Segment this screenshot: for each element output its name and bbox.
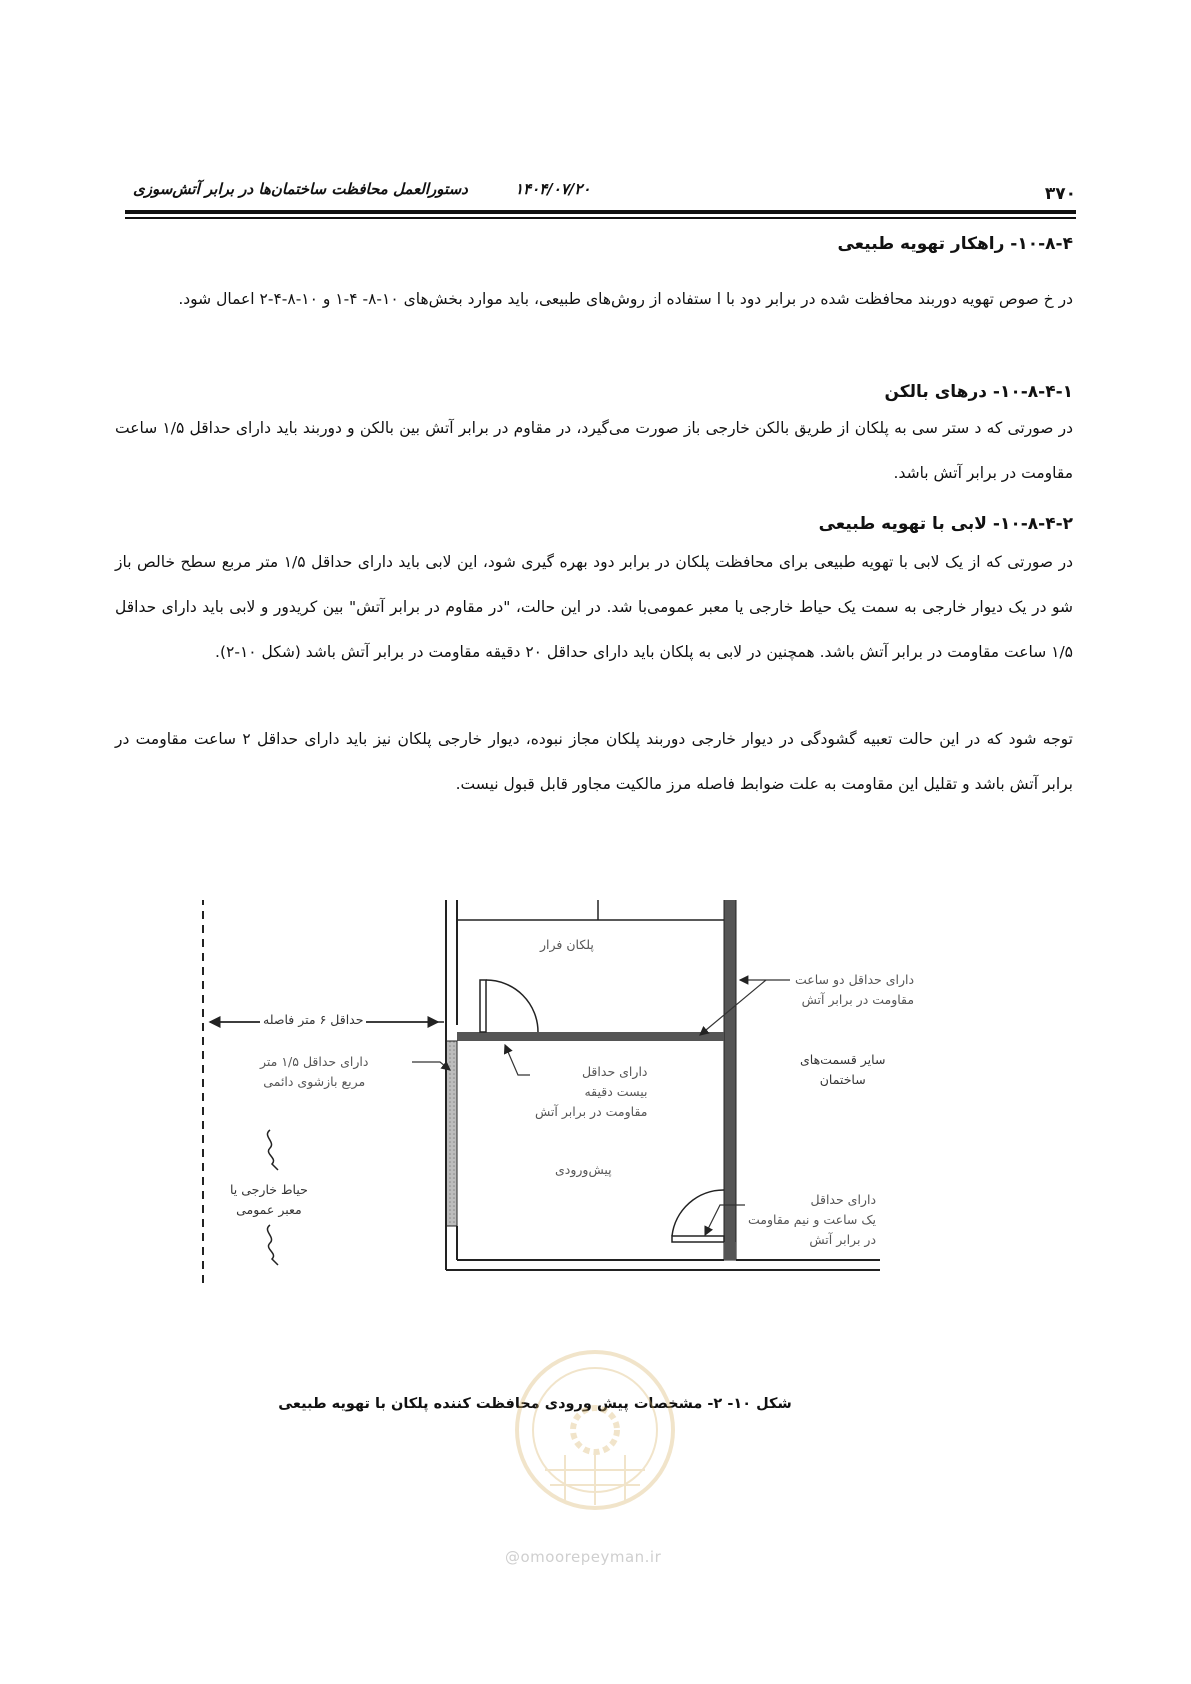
- section-body-lobby: در صورتی که از یک لابی با تهویه طبیعی برای محافظت پلکان در برابر دود بهره گیری شود، این لابی باید دارای حداقل ۱/۵ متر مربع سطح خالص باز شو در یک دیوار خارجی به سمت یک حیاط خارجی یا معبر عمومی‌با شد. در این حالت، "در مقاوم در برابر آتش" بین کریدور و لابی باید دارای حداقل ۱/۵ ساعت مقاومت در برابر آتش باشد. همچنین در لابی به پلکان باید دارای حداقل ۲۰ دقیقه مقاومت در برابر آتش باشد (شکل ۱۰-۲).: [115, 553, 1073, 661]
- watermark-url: @omoorepeyman.ir: [505, 1548, 662, 1566]
- leader-opening: [412, 1062, 450, 1070]
- yard-squiggle-top: [267, 1130, 278, 1170]
- figure-vestibule-plan: [200, 900, 1080, 1360]
- header-title: دستورالعمل محافظت ساختمان‌ها در برابر آتش‌سوزی: [133, 180, 468, 198]
- label-escape-stair: پلکان فرار: [540, 937, 594, 952]
- running-header: [125, 180, 1076, 206]
- leader-twenty-min: [505, 1045, 530, 1075]
- section-heading-natural-ventilation: ۱۰-۸-۴- راهکار تهویه طبیعی: [837, 234, 1073, 254]
- yard-squiggle-bottom: [267, 1225, 278, 1265]
- label-vestibule: پیش‌ورودی: [555, 1162, 612, 1177]
- section-body-balcony-doors: در صورتی که د ستر سی به پلکان از طریق بالکن خارجی باز صورت می‌گیرد، در مقاوم در برابر آتش بین بالکن و دوربند باید دارای حداقل ۱/۵ ساعت مقاومت در برابر آتش باشد.: [115, 419, 1073, 482]
- figure-caption: شکل ۱۰- ۲- مشخصات پیش ورودی محافظت کننده پلکان با تهویه طبیعی: [278, 1396, 792, 1412]
- lobby-stair-wall: [457, 1032, 724, 1041]
- label-min-distance: حداقل ۶ متر فاصله: [260, 1010, 366, 1030]
- section-body-natural-ventilation: در خ صوص تهویه دوربند محافظت شده در برابر دود با ا ستفاده از روش‌های طبیعی، باید موارد بخش‌های ۱۰-۸- ۴-۱ و ۱۰-۸-۴-۲ اعمال شود.: [178, 290, 1073, 308]
- label-yard: حیاط خارجی یا معبر عمومی: [230, 1182, 308, 1217]
- section-heading-balcony-doors: ۱۰-۸-۴-۱- درهای بالکن: [884, 382, 1073, 402]
- page-number: ۳۷۰: [1044, 184, 1076, 204]
- label-other-parts: سایر قسمت‌های ساختمان: [800, 1052, 886, 1087]
- label-twenty-min: دارای حداقل بیست دقیقه مقاومت در برابر آتش: [535, 1064, 648, 1119]
- label-opening: دارای حداقل ۱/۵ متر مربع بازشوی دائمی: [260, 1054, 369, 1089]
- section-heading-lobby: ۱۰-۸-۴-۲- لابی با تهویه طبیعی: [818, 514, 1073, 534]
- header-rule-thin: [125, 217, 1076, 219]
- header-date: ۱۴۰۴/۰۷/۲۰: [515, 180, 591, 198]
- plan-drawing: [200, 900, 1080, 1360]
- section-note-lobby: توجه شود که در این حالت تعبیه گشودگی در دیوار خارجی دوربند پلکان مجاز نبوده، دیوار خارجی پلکان نیز باید دارای حداقل ۲ ساعت مقاومت در برابر آتش باشد و تقلیل این مقاومت به علت ضوابط فاصله مرز مالکیت مجاور قابل قبول نیست.: [115, 730, 1073, 793]
- header-rule-thick: [125, 210, 1076, 214]
- two-hour-wall: [724, 900, 736, 1260]
- watermark-logo: [505, 1330, 685, 1530]
- twenty-min-door-leaf: [480, 980, 486, 1032]
- label-two-hour: دارای حداقل دو ساعت مقاومت در برابر آتش: [795, 972, 915, 1007]
- door-swing-arc: [486, 980, 538, 1032]
- one-half-hour-door-leaf: [672, 1236, 724, 1242]
- label-one-half-hour: دارای حداقل یک ساعت و نیم مقاومت در برابر آتش: [748, 1192, 877, 1247]
